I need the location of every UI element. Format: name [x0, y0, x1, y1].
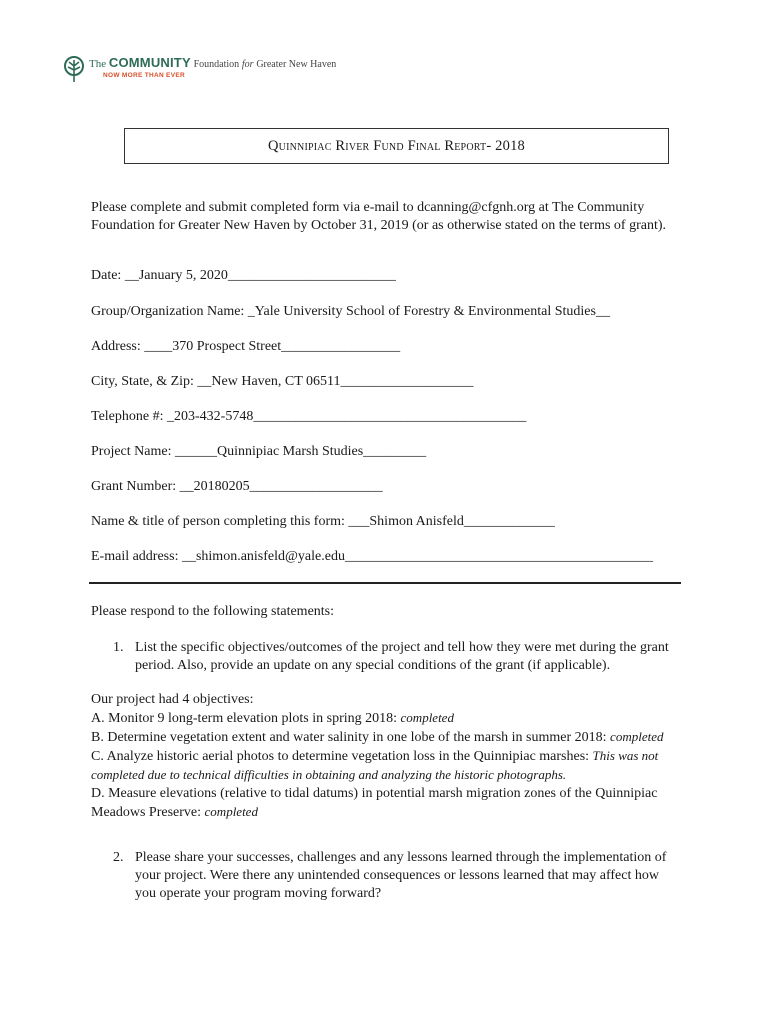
objective-a-text: A. Monitor 9 long-term elevation plots in spring 2018:: [91, 711, 401, 726]
email-field: E-mail address: __shimon.anisfeld@yale.edu____________________________________________: [91, 549, 653, 564]
organization-field: Group/Organization Name: _Yale University School of Forestry & Environmental Studies__: [91, 304, 610, 319]
intro-paragraph: Please complete and submit completed form via e-mail to dcanning@cfgnh.org at The Community Foundation for Greater New Haven by October 31, 2019 (or as otherwise stated on the terms of grant).: [91, 200, 666, 233]
question-1-text: List the specific objectives/outcomes of the project and tell how they were met during the grant period. Also, provide an update on any special conditions of the grant (if applicable).: [135, 640, 669, 673]
date-field: Date: __January 5, 2020________________________: [91, 268, 396, 283]
objectives-intro: Our project had 4 objectives:: [91, 692, 254, 707]
objective-d-status: completed: [204, 804, 258, 819]
city-state-zip-field: City, State, & Zip: __New Haven, CT 06511___________________: [91, 374, 474, 389]
section-divider: [89, 582, 681, 584]
logo-tagline: NOW MORE THAN EVER: [103, 72, 185, 79]
question-1-number: 1.: [113, 640, 124, 655]
logo-the: The: [89, 58, 107, 70]
title-box: [124, 128, 669, 164]
objective-d-text: D. Measure elevations (relative to tidal datums) in potential marsh migration zones of the Quinnipiac Meadows Preserve:: [91, 786, 658, 820]
logo-community: COMMUNITY: [108, 55, 191, 70]
objective-a-status: completed: [400, 710, 454, 725]
logo-for: for: [241, 59, 254, 70]
person-field: Name & title of person completing this form: ___Shimon Anisfeld_____________: [91, 514, 555, 529]
logo-foundation: Foundation: [193, 59, 240, 70]
address-field: Address: ____370 Prospect Street_________________: [91, 339, 401, 354]
objective-b-status: completed: [610, 729, 664, 744]
grant-number-field: Grant Number: __20180205___________________: [91, 479, 383, 494]
objective-c-status: This was not completed due to technical difficulties in obtaining and analyzing the historic photographs.: [91, 748, 659, 782]
question-2-number: 2.: [113, 850, 124, 865]
objective-d: [91, 785, 686, 822]
tree-icon: [62, 56, 86, 84]
project-name-field: Project Name: ______Quinnipiac Marsh Studies_________: [91, 444, 427, 459]
telephone-field: Telephone #: _203-432-5748_______________________________________: [91, 409, 527, 424]
foundation-logo: [62, 56, 336, 86]
question-2-text: Please share your successes, challenges and any lessons learned through the implementation of your project. Were there any unintended consequences or lessons learned that may affect how you operate your program moving forward?: [135, 850, 667, 901]
objective-b: [91, 728, 686, 747]
report-title: Quinnipiac River Fund Final Report- 2018: [268, 137, 525, 154]
respond-heading: Please respond to the following statements:: [91, 604, 335, 619]
objective-c: [91, 747, 686, 785]
objective-b-text: B. Determine vegetation extent and water salinity in one lobe of the marsh in summer 2018:: [91, 730, 611, 745]
logo-region: Greater New Haven: [256, 59, 337, 70]
logo-text: [89, 56, 336, 80]
objective-c-text: C. Analyze historic aerial photos to determine vegetation loss in the Quinnipiac marshes:: [91, 749, 593, 764]
objective-a: [91, 709, 686, 728]
objectives-answer: [91, 691, 686, 822]
